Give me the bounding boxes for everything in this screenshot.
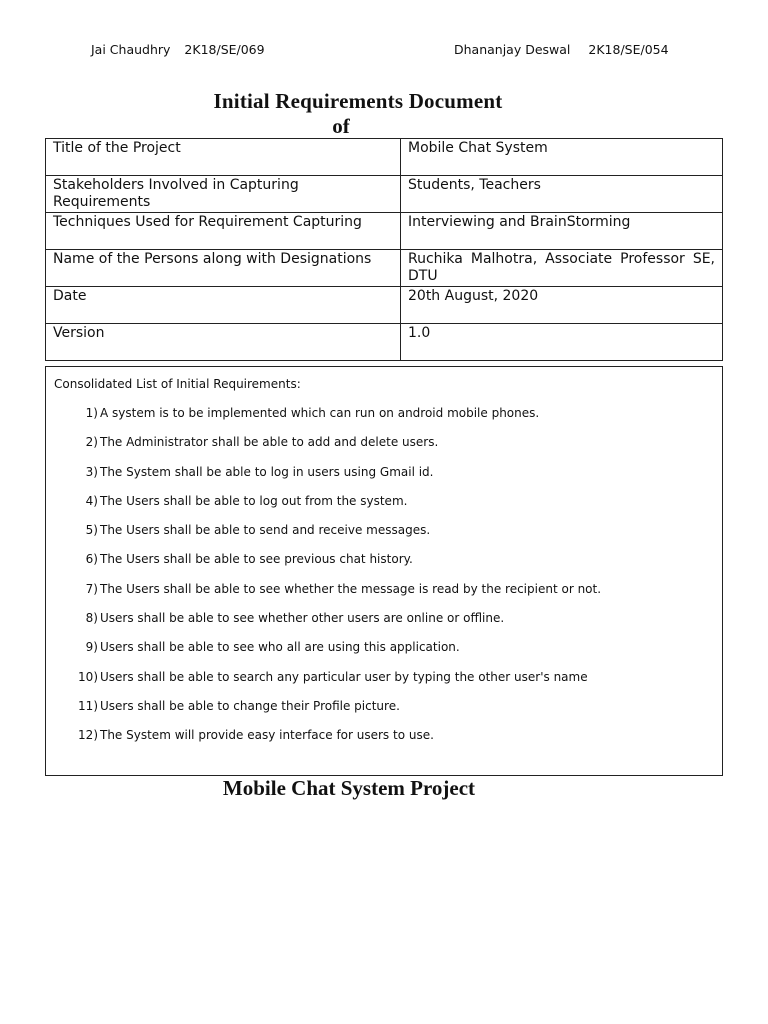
author-roll-number: 2K18/SE/054 [588,42,669,57]
requirements-heading: Consolidated List of Initial Requirements: [54,377,301,391]
row-value: Mobile Chat System [401,139,723,176]
author-name: Dhananjay Deswal [454,42,571,57]
item-text: Users shall be able to change their Profile picture. [100,698,400,713]
row-label: Version [46,324,401,361]
row-value: 1.0 [401,324,723,361]
row-value: Students, Teachers [401,176,723,213]
document-title: Initial Requirements Document [213,89,503,113]
item-text: The Users shall be able to see whether the message is read by the recipient or not. [100,581,602,596]
author-name: Jai Chaudhry [91,42,171,57]
item-text: The Administrator shall be able to add and delete users. [100,435,439,450]
row-value: Interviewing and BrainStorming [401,213,723,250]
item-text: A system is to be implemented which can run on android mobile phones. [100,406,540,420]
item-number: 8) [85,611,98,626]
author-roll-number: 2K18/SE/069 [184,42,265,57]
row-label: Date [46,287,401,324]
row-label: Techniques Used for Requirement Capturing [46,213,401,250]
item-text: The System shall be able to log in users using Gmail id. [100,464,434,479]
row-label: Stakeholders Involved in Capturing Requirements [46,176,401,213]
row-value: Ruchika Malhotra, Associate Professor SE, DTU [401,250,723,287]
document-title-of: of [332,114,350,138]
table-row [46,324,723,361]
item-number: 4) [85,493,98,508]
item-text: The Users shall be able to log out from the system. [100,493,408,508]
item-number: 11) [78,698,98,713]
row-label: Title of the Project [46,139,401,176]
table-row [46,176,723,213]
item-number: 9) [85,640,98,655]
row-value: 20th August, 2020 [401,287,723,324]
author-right [454,42,669,57]
row-label: Name of the Persons along with Designations [46,250,401,287]
item-number: 12) [78,728,98,743]
item-number: 1) [85,406,98,420]
item-text: Users shall be able to search any particular user by typing the other user's name [100,669,588,684]
project-title-footer: Mobile Chat System Project [222,776,476,800]
item-number: 2) [85,435,98,450]
item-number: 3) [85,464,98,479]
table-row [46,139,723,176]
table-row [46,250,723,287]
item-text: The Users shall be able to see previous chat history. [100,552,413,567]
table-row [46,213,723,250]
item-text: The System will provide easy interface for users to use. [100,728,434,743]
item-number: 10) [78,669,98,684]
table-row [46,287,723,324]
requirements-box [45,366,723,776]
item-text: The Users shall be able to send and receive messages. [100,523,431,538]
item-text: Users shall be able to see who all are using this application. [100,640,460,655]
item-number: 7) [85,581,98,596]
project-info-table [45,138,723,361]
author-left [91,42,265,57]
item-number: 5) [85,523,98,538]
item-text: Users shall be able to see whether other users are online or offline. [100,611,505,626]
item-number: 6) [85,552,98,567]
